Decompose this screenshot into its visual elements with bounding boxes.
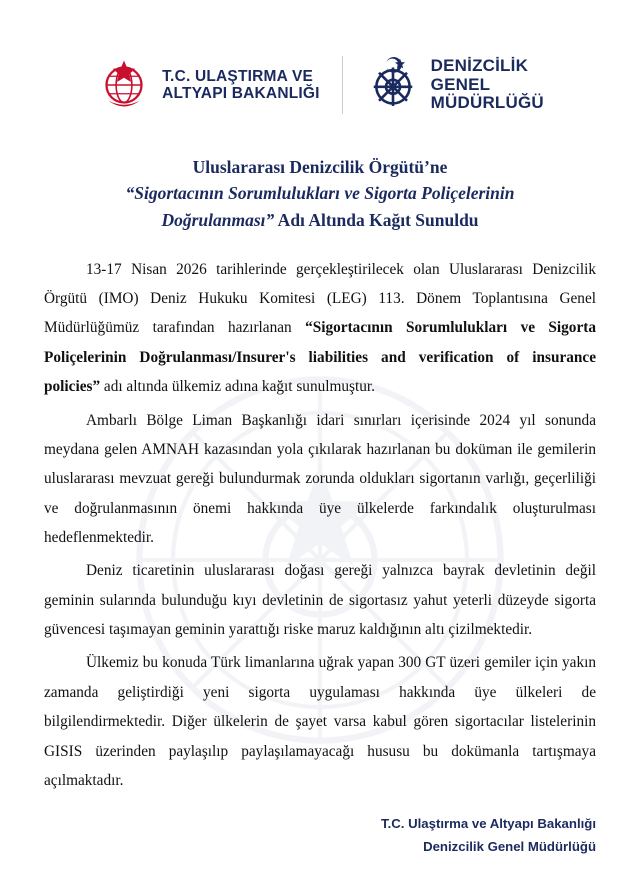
ministry-logo-text (162, 68, 320, 103)
turkish-ministry-emblem-icon (96, 57, 152, 113)
signature-line-1: T.C. Ulaştırma ve Altyapı Bakanlığı (381, 816, 596, 832)
dgm-logo-text (431, 57, 544, 113)
document-body (44, 255, 596, 795)
ministry-logo-line1: T.C. ULAŞTIRMA VE (162, 67, 314, 85)
title-line-3-italic: Doğrulanması” (161, 209, 275, 230)
paragraph-4: Ülkemiz bu konuda Türk limanlarına uğrak yapan 300 GT üzeri gemiler için yakın zamanda geliştirdiği yeni sigorta uygulaması hakkında üye ülkeleri de bilgilendirmektedir. Diğer ülkelerin de şayet varsa kabul gören sigortacılar listelerinin GISIS üzerinden paylaşılıp paylaşılamayacağı hususu bu dokümanla tartışmaya açılmaktadır. (44, 654, 596, 789)
page-title (44, 154, 596, 233)
paragraph-3: Deniz ticaretinin uluslararası doğası gereği yalnızca bayrak devletinin değil geminin sularında bulunduğu kıyı devletinin de sigortasız yahut yeterli düzeyde sigorta güvencesi taşımayan geminin yarattığı riske maruz kaldığının altı çizilmektedir. (44, 562, 596, 639)
paragraph-1-bold: “Sigortacının Sorumlulukları ve Sigorta Poliçelerinin Doğrulanması/Insurer's liabilities and verification of insurance policies” (44, 319, 596, 396)
dgm-logo-line3: MÜDÜRLÜĞÜ (430, 93, 544, 113)
title-line-3-rest: Adı Altında Kağıt Sunuldu (274, 209, 479, 230)
dgm-logo (343, 57, 544, 113)
document-header (44, 0, 596, 120)
dgm-logo-line1: DENİZCİLİK (430, 55, 529, 75)
paragraph-1-part-b: adı altında ülkemiz adına kağıt sunulmuştur. (100, 378, 375, 396)
title-line-1: Uluslararası Denizcilik Örgütü’ne (192, 157, 448, 177)
title-line-3 (44, 207, 596, 233)
maritime-helm-crescent-star-icon (365, 57, 421, 113)
ministry-logo-line2: ALTYAPI BAKANLIĞI (162, 85, 320, 102)
paragraph-1 (44, 255, 596, 402)
ministry-logo (96, 57, 342, 113)
title-line-2: “Sigortacının Sorumlulukları ve Sigorta Poliçelerinin (125, 183, 515, 204)
paragraph-2: Ambarlı Bölge Liman Başkanlığı idari sınırları içerisinde 2024 yıl sonunda meydana gelen AMNAH kazasından yola çıkılarak hazırlanan bu doküman ile gemilerin uluslararası mevzuat gereği bulundurmak zorunda oldukları sigortanın varlığı, geçerliliği ve doğrulanmasının önemi hakkında üye ülkelerde farkındalık oluşturulması hedeflenmektedir. (44, 411, 596, 546)
paragraph-1-part-a: 13-17 Nisan 2026 tarihlerinde gerçekleştirilecek olan Uluslararası Denizcilik Örgütü (IMO) Deniz Hukuku Komitesi (LEG) 113. Dönem Toplantısına Genel Müdürlüğümüz tarafından hazırlanan (44, 260, 596, 337)
dgm-logo-line2: GENEL (430, 74, 491, 94)
signature-line-2: Denizcilik Genel Müdürlüğü (423, 838, 596, 854)
signature-block (44, 813, 596, 858)
